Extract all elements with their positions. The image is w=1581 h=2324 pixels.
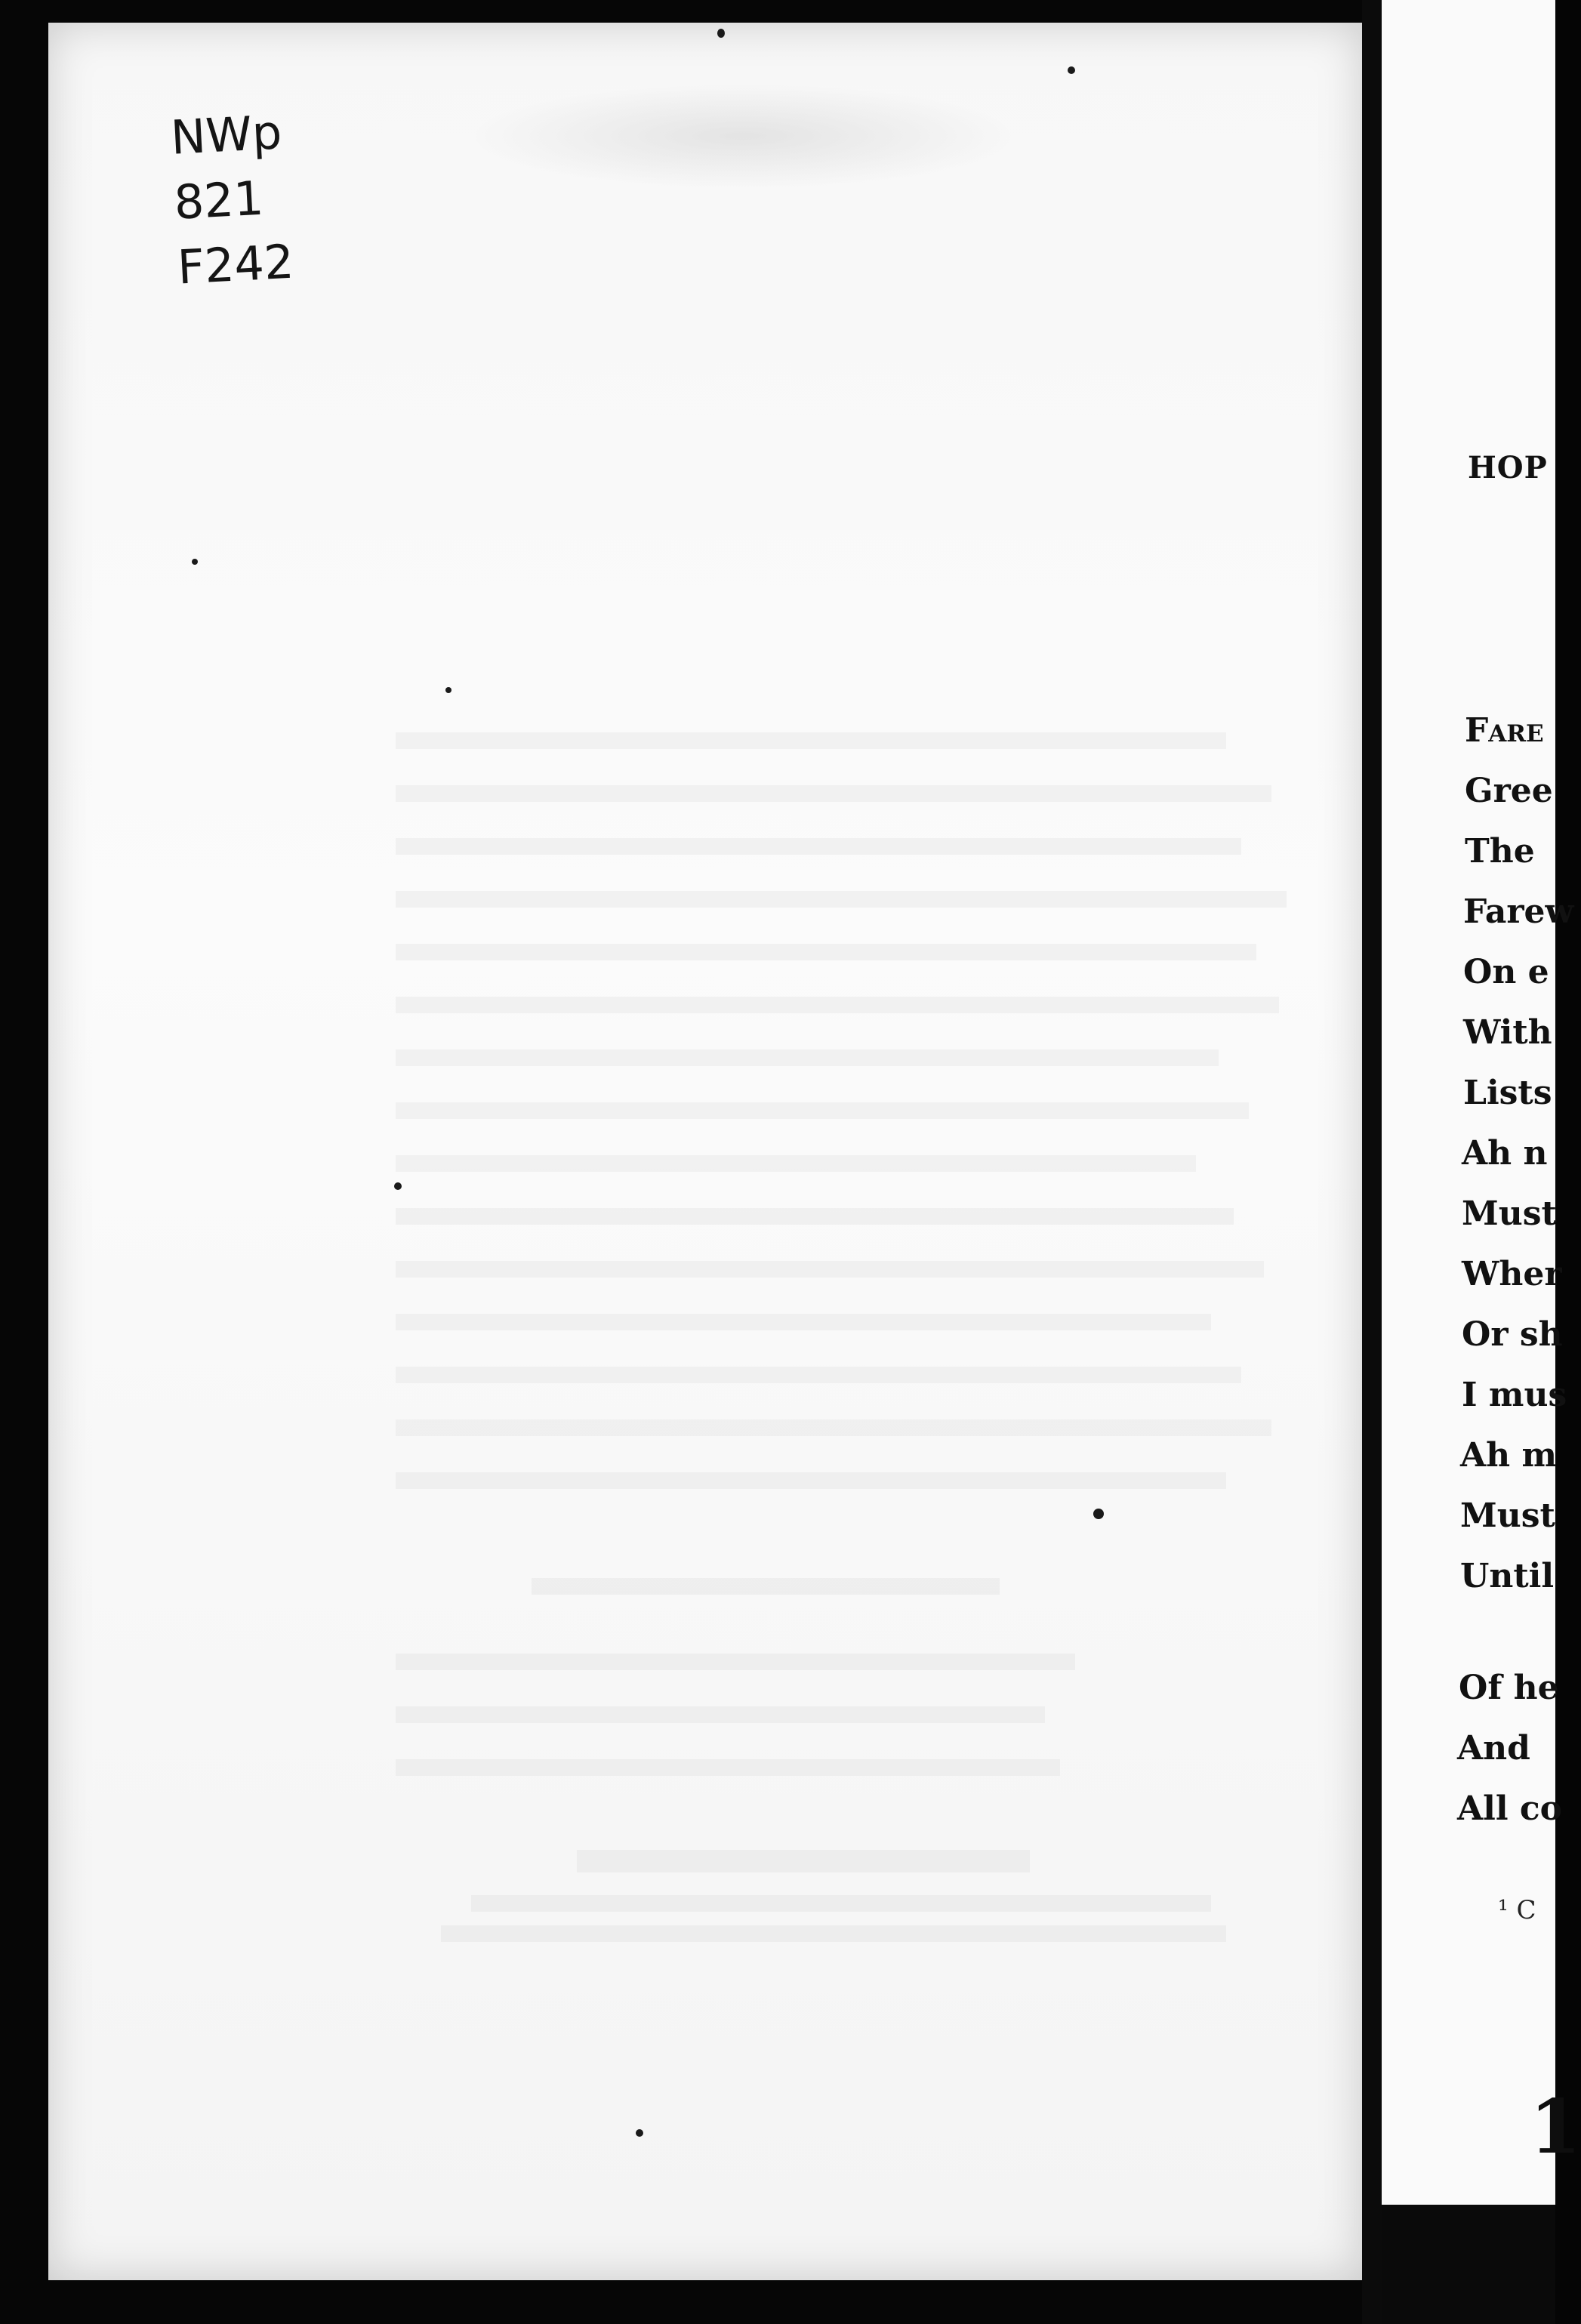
verse-line: Must xyxy=(1460,1496,1555,1535)
show-through xyxy=(396,1367,1241,1383)
verse-line: Lists xyxy=(1463,1074,1552,1112)
show-through xyxy=(532,1578,1000,1595)
show-through xyxy=(396,1261,1264,1278)
speck xyxy=(636,2129,643,2137)
book-gutter xyxy=(1362,0,1382,2324)
verse-line: Wher xyxy=(1462,1255,1562,1293)
verse-line: And xyxy=(1457,1729,1530,1768)
handwritten-shelfmark xyxy=(169,100,295,301)
show-through xyxy=(396,1759,1060,1776)
verse-line: Gree xyxy=(1465,772,1553,810)
speck xyxy=(445,687,451,693)
left-page-blank xyxy=(48,23,1362,2280)
verse-line: Ah m xyxy=(1460,1436,1558,1475)
verse-line: Must xyxy=(1462,1194,1557,1233)
show-through xyxy=(396,1314,1211,1330)
show-through xyxy=(396,1654,1075,1670)
show-through xyxy=(396,891,1287,908)
show-through xyxy=(396,1472,1226,1489)
show-through xyxy=(396,838,1241,855)
shelfmark-line: NWp xyxy=(169,104,283,165)
footnote: ¹ C xyxy=(1498,1895,1536,1925)
show-through xyxy=(471,1895,1211,1912)
speck xyxy=(717,29,725,38)
verse-line: On e xyxy=(1463,953,1549,991)
show-through xyxy=(396,732,1226,749)
verse-line: Or sh xyxy=(1462,1315,1563,1354)
verse-line: Farew xyxy=(1463,892,1574,931)
show-through xyxy=(396,1419,1271,1436)
show-through xyxy=(396,1155,1196,1172)
verse-line: The xyxy=(1465,832,1535,871)
show-through xyxy=(396,785,1271,802)
speck xyxy=(1068,66,1075,74)
verse-line: Ah n xyxy=(1462,1134,1548,1173)
show-through xyxy=(441,1925,1226,1942)
shelfmark-line: F242 xyxy=(176,233,295,295)
show-through xyxy=(396,1102,1249,1119)
show-through xyxy=(396,997,1279,1013)
show-through xyxy=(396,1208,1234,1225)
page-heading: HOP xyxy=(1468,450,1548,485)
shelfmark-line: 821 xyxy=(172,170,265,230)
page-edge-shadow xyxy=(1382,2205,1555,2324)
show-through xyxy=(396,944,1256,960)
show-through xyxy=(396,1706,1045,1723)
right-page-printed xyxy=(1382,0,1581,2324)
show-through xyxy=(396,1049,1219,1066)
verse-line: All co xyxy=(1457,1789,1563,1828)
show-through xyxy=(577,1850,1030,1872)
speck xyxy=(394,1182,402,1190)
verse-line: Fare xyxy=(1465,711,1544,750)
verse-line: Of he xyxy=(1459,1669,1559,1707)
speck xyxy=(1093,1509,1104,1519)
water-stain xyxy=(471,83,1015,189)
verse-line: I mus xyxy=(1462,1376,1567,1414)
page-number: 1 xyxy=(1530,2084,1581,2171)
speck xyxy=(192,559,198,565)
verse-line: Until xyxy=(1460,1557,1555,1595)
verse-line: With xyxy=(1463,1013,1552,1052)
